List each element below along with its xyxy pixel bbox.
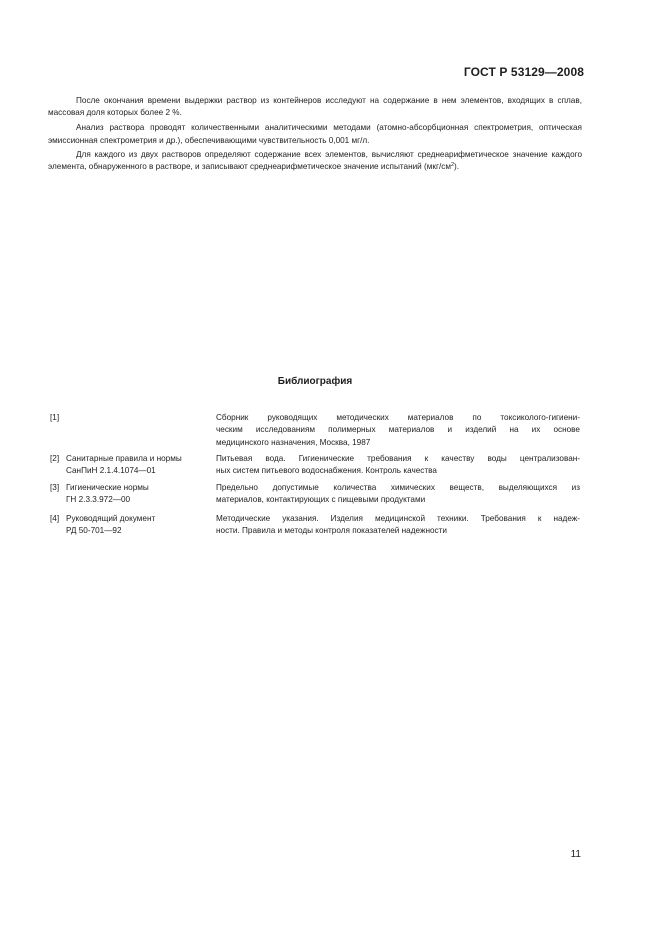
- entry-source-code: ГН 2.3.3.972—00: [66, 495, 131, 505]
- bibliography-title: Библиография: [277, 376, 353, 387]
- standard-code-header: ГОСТ Р 53129—2008: [463, 65, 584, 79]
- entry-description: [216, 412, 580, 449]
- entry-description-line: ных систем питьевого водоснабжения. Контроль качества: [216, 466, 437, 476]
- entry-source: [66, 513, 212, 538]
- entry-description-line: материалов, контактирующих с пищевыми продуктами: [216, 495, 426, 505]
- entry-source-type: Санитарные правила и нормы: [66, 454, 182, 463]
- entry-description-line: ности. Правила и методы контроля показателей надежности: [216, 526, 447, 536]
- paragraph-3-text: Для каждого из двух растворов определяют содержание всех элементов, вычисляют среднеарифметическое значение каждого элемента, обнаруженного в растворе, и записывают среднеарифметическое значение испытаний (мкг/см: [48, 149, 582, 172]
- entry-description-line: Сборник руководящих методических материалов по токсиколого-гигиени-: [216, 413, 580, 422]
- superscript: 2: [450, 162, 455, 169]
- paragraph-3: [48, 149, 582, 173]
- entry-description: [216, 482, 580, 507]
- entry-description-line: медицинского назначения, Москва, 1987: [216, 437, 371, 447]
- entry-description: [216, 453, 580, 478]
- entry-description-line: Предельно допустимые количества химических веществ, выделяющихся из: [216, 483, 580, 492]
- page-number: 11: [570, 849, 581, 860]
- entry-source: [66, 453, 212, 478]
- entry-number: [4]: [50, 514, 60, 523]
- entry-description-line: Питьевая вода. Гигиенические требования к качеству воды централизован-: [216, 454, 580, 463]
- entry-source: [66, 482, 212, 507]
- body-text: [48, 95, 582, 173]
- entry-source-code: РД 50-701—92: [66, 526, 122, 536]
- entry-number: [3]: [50, 483, 60, 492]
- entry-number: [1]: [50, 413, 60, 422]
- entry-description-line: ческим исследованиям полимерных материалов и изделий на их основе: [216, 425, 580, 435]
- entry-number: [2]: [50, 454, 60, 463]
- entry-source-code: СанПиН 2.1.4.1074—01: [66, 466, 156, 476]
- entry-description: [216, 513, 580, 538]
- entry-source-type: Руководящий документ: [66, 514, 156, 523]
- entry-description-line: Методические указания. Изделия медицинской техники. Требования к надеж-: [216, 514, 580, 523]
- paragraph-1: После окончания времени выдержки раствор из контейнеров исследуют на содержание в нем элементов, входящих в сплав, массовая доля которых более 2 %.: [48, 96, 582, 118]
- entry-source-type: Гигиенические нормы: [66, 483, 149, 492]
- paragraph-2: Анализ раствора проводят количественными аналитическими методами (атомно-абсорбционная спектрометрия, оптическая эмиссионная спектрометрия и др.), обеспечивающими чувствительность 0,001 мг/л.: [48, 123, 582, 145]
- paragraph-3-end: ).: [454, 162, 460, 172]
